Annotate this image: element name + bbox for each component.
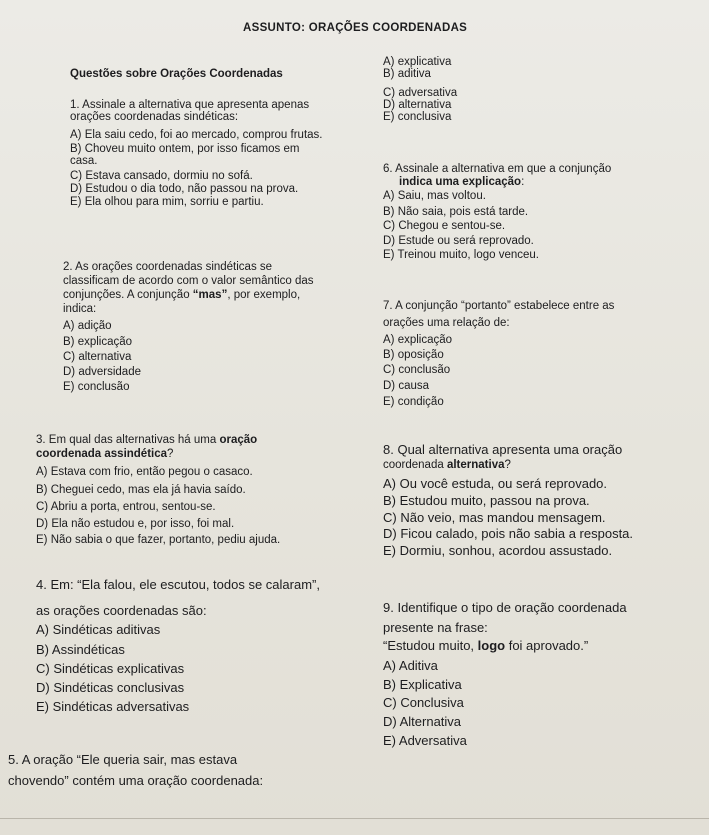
q6-option-c: C) Chegou e sentou-se. [383,220,506,232]
q3-line-2-question-mark: ? [167,448,174,460]
q7-line-1: 7. A conjunção “portanto” estabelece entre as [383,300,615,312]
q1-option-b-cont: casa. [70,155,98,167]
q9-line-3-part-1: “Estudou muito, [383,638,478,653]
q9-line-3-part-3: foi aprovado.” [505,638,589,653]
q6-line-2-colon: : [521,176,525,188]
top-option-b: B) aditiva [383,68,431,80]
q9-line-3-bold: logo [477,638,506,653]
q9-option-e: E) Adversativa [383,733,467,748]
page-title: ASSUNTO: ORAÇÕES COORDENADAS [243,22,468,34]
q8-line-2-text: coordenada [383,459,447,471]
q3-line-2 [36,448,173,461]
q4-option-d: D) Sindéticas conclusivas [36,680,185,695]
q4-line-2: as orações coordenadas são: [36,603,207,618]
q8-option-e: E) Dormiu, sonhou, acordou assustado. [383,543,613,558]
q3-option-e: E) Não sabia o que fazer, portanto, pediu ajuda. [36,534,281,546]
q1-line-2: orações coordenadas sindéticas: [70,111,239,123]
q8-option-b: B) Estudou muito, passou na prova. [383,493,590,508]
q7-option-b: B) oposição [383,349,444,361]
q2-option-a: A) adição [63,320,112,332]
q6-line-1: 6. Assinale a alternativa em que a conjunção [383,163,612,175]
q3-line-1 [36,434,257,447]
q8-line-2-question-mark: ? [504,459,511,471]
q4-option-e: E) Sindéticas adversativas [36,699,190,714]
q2-line-3-part-3: , por exemplo, [227,289,301,301]
q6-line-2 [399,176,524,189]
q7-option-c: C) conclusão [383,364,451,376]
q9-option-d: D) Alternativa [383,714,462,729]
q3-option-b: B) Cheguei cedo, mas ela já havia saído. [36,484,246,496]
top-option-d: D) alternativa [383,99,452,111]
q8-line-2 [383,459,511,472]
q1-line-1: 1. Assinale a alternativa que apresenta apenas [70,99,310,111]
q2-conjunction: “mas” [192,289,228,301]
q5-line-1: 5. A oração “Ele queria sair, mas estava [8,752,238,767]
q7-option-e: E) condição [383,396,444,408]
q2-option-e: E) conclusão [63,381,130,393]
q2-option-b: B) explicação [63,336,133,348]
q3-option-d: D) Ela não estudou e, por isso, foi mal. [36,518,235,530]
q8-option-a: A) Ou você estuda, ou será reprovado. [383,476,608,491]
q5-line-2: chovendo” contém uma oração coordenada: [8,773,264,788]
q6-option-e: E) Treinou muito, logo venceu. [383,249,539,261]
q7-option-d: D) causa [383,380,430,392]
q7-option-a: A) explicação [383,334,453,346]
q8-option-d: D) Ficou calado, pois não sabia a resposta. [383,526,634,541]
q1-option-c: C) Estava cansado, dormiu no sofá. [70,170,253,182]
q3-line-1-text: 3. Em qual das alternativas há uma [36,434,220,446]
q3-line-2-bold: coordenada assindética [36,448,168,460]
q3-line-1-bold: oração [219,434,258,446]
page-bottom-divider [0,818,709,819]
q1-option-e: E) Ela olhou para mim, sorriu e partiu. [70,196,264,208]
q1-option-d: D) Estudou o dia todo, não passou na prova. [70,183,299,195]
q1-option-a: A) Ela saiu cedo, foi ao mercado, comprou frutas. [70,129,323,141]
q4-option-a: A) Sindéticas aditivas [36,622,161,637]
q9-option-a: A) Aditiva [383,658,438,673]
q2-option-c: C) alternativa [63,351,132,363]
q9-option-b: B) Explicativa [383,677,462,692]
q6-option-d: D) Estude ou será reprovado. [383,235,534,247]
q8-option-c: C) Não veio, mas mandou mensagem. [383,510,606,525]
q4-option-c: C) Sindéticas explicativas [36,661,185,676]
top-option-e: E) conclusiva [383,111,452,123]
q8-line-1: 8. Qual alternativa apresenta uma oração [383,442,623,457]
q7-line-2: orações uma relação de: [383,317,510,329]
top-option-c: C) adversativa [383,87,458,99]
q2-line-3 [63,289,300,302]
q4-line-1: 4. Em: “Ela falou, ele escutou, todos se calaram”, [36,577,320,592]
q3-option-a: A) Estava com frio, então pegou o casaco. [36,466,253,478]
q6-option-a: A) Saiu, mas voltou. [383,190,486,202]
q2-option-d: D) adversidade [63,366,141,378]
q8-line-2-bold: alternativa [446,459,505,471]
q2-line-3-part-1: conjunções. A conjunção [63,289,193,301]
section-heading: Questões sobre Orações Coordenadas [70,68,283,80]
q6-option-b: B) Não saia, pois está tarde. [383,206,529,218]
q3-option-c: C) Abriu a porta, entrou, sentou-se. [36,501,216,513]
top-option-a: A) explicativa [383,56,452,68]
q6-line-2-bold: indica uma explicação [399,176,522,188]
q2-line-4: indica: [63,303,97,315]
q9-option-c: C) Conclusiva [383,695,464,710]
q1-option-b: B) Choveu muito ontem, por isso ficamos em [70,143,300,155]
q2-line-2: classificam de acordo com o valor semântico das [63,275,314,287]
q9-line-2: presente na frase: [383,620,488,635]
q4-option-b: B) Assindéticas [36,642,125,657]
q9-line-3 [383,638,588,653]
q9-line-1: 9. Identifique o tipo de oração coordenada [383,600,627,615]
q2-line-1: 2. As orações coordenadas sindéticas se [63,261,273,273]
